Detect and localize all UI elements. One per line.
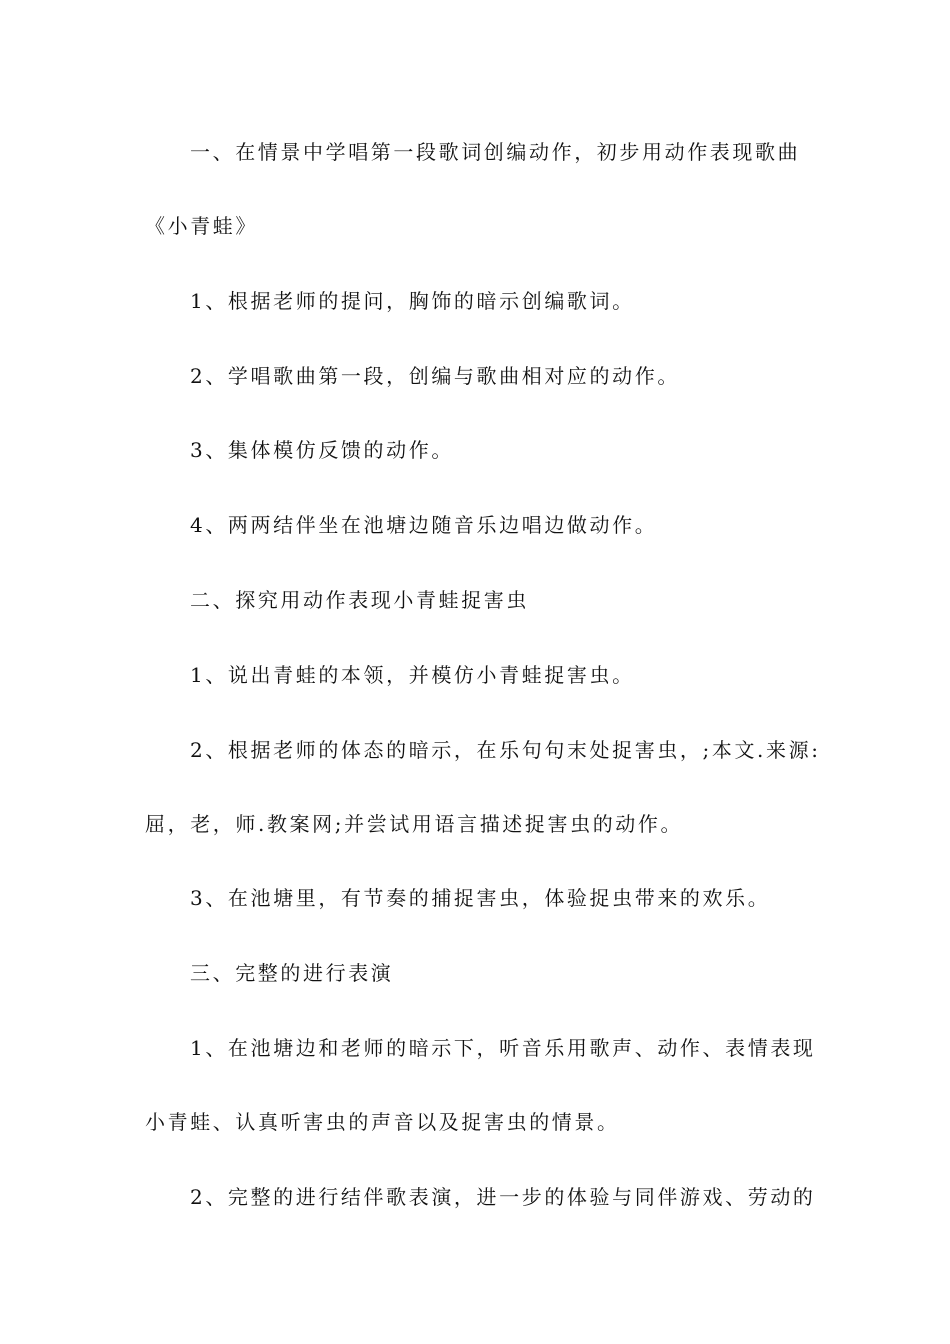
list-item: 2、学唱歌曲第一段，创编与歌曲相对应的动作。 bbox=[190, 364, 680, 388]
paragraph-line: 《小青蛙》 bbox=[145, 214, 258, 238]
list-item: 1、说出青蛙的本领，并模仿小青蛙捉害虫。 bbox=[190, 663, 635, 687]
list-item: 2、完整的进行结伴歌表演，进一步的体验与同伴游戏、劳动的 bbox=[190, 1185, 816, 1209]
paragraph-line: 屈，老，师.教案网;并尝试用语言描述捉害虫的动作。 bbox=[145, 812, 684, 836]
paragraph-line: 小青蛙、认真听害虫的声音以及捉害虫的情景。 bbox=[145, 1110, 620, 1134]
list-item: 2、根据老师的体态的暗示，在乐句句末处捉害虫，;本文.来源: bbox=[190, 738, 821, 762]
list-item: 1、根据老师的提问，胸饰的暗示创编歌词。 bbox=[190, 289, 635, 313]
list-item: 1、在池塘边和老师的暗示下，听音乐用歌声、动作、表情表现 bbox=[190, 1036, 816, 1060]
section-heading-3: 三、完整的进行表演 bbox=[190, 961, 394, 985]
section-heading-2: 二、探究用动作表现小青蛙捉害虫 bbox=[190, 588, 529, 612]
list-item: 3、在池塘里，有节奏的捕捉害虫，体验捉虫带来的欢乐。 bbox=[190, 886, 771, 910]
list-item: 4、两两结伴坐在池塘边随音乐边唱边做动作。 bbox=[190, 513, 658, 537]
list-item: 3、集体模仿反馈的动作。 bbox=[190, 438, 454, 462]
section-heading-1: 一、在情景中学唱第一段歌词创编动作，初步用动作表现歌曲 bbox=[190, 140, 801, 164]
